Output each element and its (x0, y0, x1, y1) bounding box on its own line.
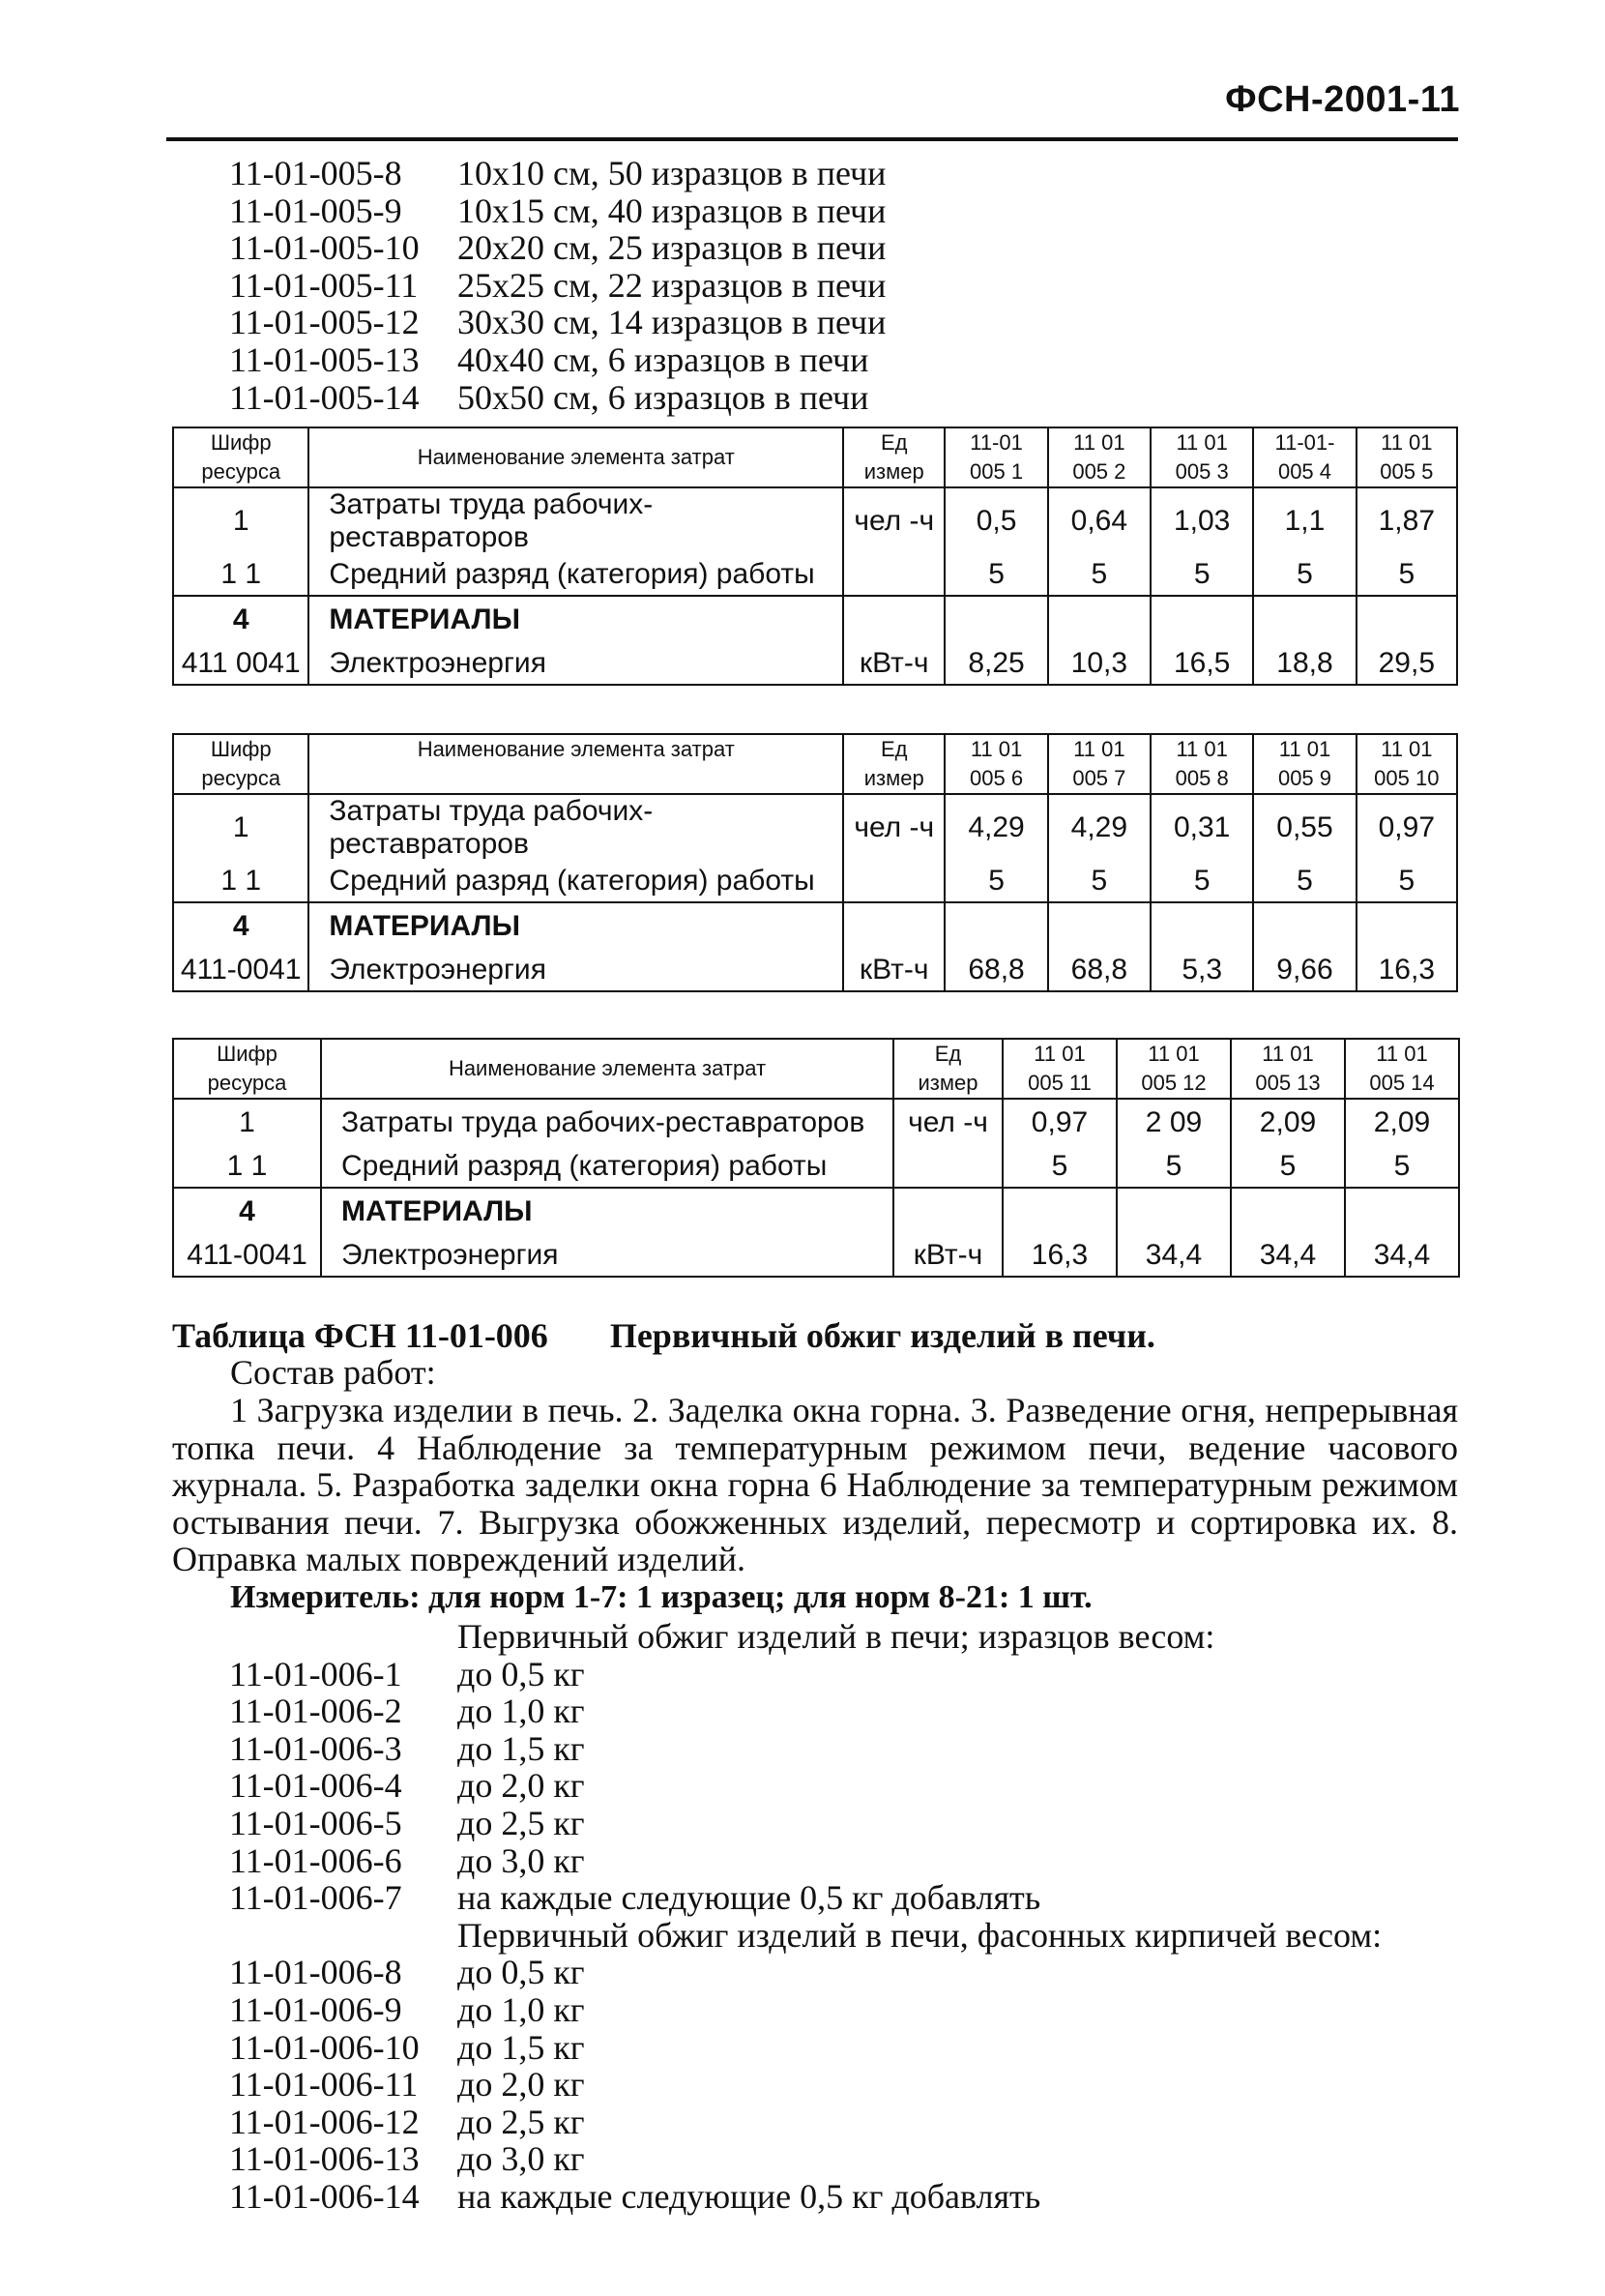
list-item (229, 1730, 1382, 1768)
norm-code: 11-01-006-7 (229, 1878, 402, 1918)
cell-value: 5 (945, 554, 1047, 596)
norm-description: 50х50 см, 6 изразцов в печи (457, 377, 869, 417)
norm-description: до 3,0 кг (457, 1840, 585, 1880)
norm-description: до 0,5 кг (457, 1953, 585, 1992)
cell-unit: кВт-ч (843, 643, 945, 685)
list-item (229, 1879, 1382, 1917)
norm-description: до 2,5 кг (457, 2102, 585, 2141)
cell-name: Электроэнергия (308, 950, 843, 991)
cell-code: 1 1 (173, 861, 308, 902)
cell-value (945, 902, 1047, 950)
table-row (173, 902, 1457, 950)
cell-value: 0,55 (1253, 794, 1356, 861)
column-header-norm: 11 01 005 11 (1003, 1039, 1117, 1099)
cell-value: 5 (1048, 554, 1151, 596)
list-item (229, 229, 886, 267)
list-item (229, 1656, 1382, 1693)
table-row (173, 950, 1457, 991)
cell-value: 5 (1253, 554, 1356, 596)
cell-unit (843, 596, 945, 643)
norm-code: 11-01-006-11 (229, 2065, 419, 2105)
document-code: ФСН-2001-11 (1225, 79, 1460, 120)
norm-description: до 1,0 кг (457, 1989, 585, 2029)
norm-table-1 (172, 427, 1458, 686)
cell-value: 0,31 (1151, 794, 1253, 861)
cell-value: 8,25 (945, 643, 1047, 685)
column-header-name: Наименование элемента затрат (321, 1039, 893, 1099)
norm-code: 11-01-005-10 (229, 228, 420, 268)
measure-line: Измеритель: для норм 1-7: 1 изразец; для норм 8-21: 1 шт. (230, 1579, 1093, 1615)
norm-code: 11-01-006-5 (229, 1803, 402, 1842)
norm-code: 11-01-005-8 (229, 154, 402, 192)
norm-description: 20х20 см, 25 изразцов в печи (457, 228, 887, 268)
cell-value: 4,29 (945, 794, 1047, 861)
norm-code: 11-01-006-12 (229, 2102, 420, 2141)
cell-value: 16,3 (1357, 950, 1457, 991)
cell-value: 34,4 (1117, 1235, 1231, 1277)
norm-code: 11-01-006-3 (229, 1728, 402, 1768)
column-header-norm: 11 01 005 2 (1048, 427, 1151, 487)
cell-name: МАТЕРИАЛЫ (308, 596, 843, 643)
cell-value: 5 (1151, 554, 1253, 596)
norm-table-3 (172, 1038, 1460, 1278)
table-header-row (173, 734, 1457, 794)
norm-code: 11-01-006-2 (229, 1692, 402, 1731)
cell-value: 5 (1253, 861, 1356, 902)
cell-code: 4 (173, 596, 308, 643)
cell-name: Средний разряд (категория) работы (308, 861, 843, 902)
cell-value (1345, 1188, 1459, 1235)
cell-value: 5 (1117, 1146, 1231, 1188)
cell-value: 5 (1231, 1146, 1345, 1188)
cell-value: 5 (1357, 861, 1457, 902)
norm-description: до 1,5 кг (457, 2027, 585, 2067)
cell-value (1003, 1188, 1117, 1235)
cell-code: 1 1 (173, 554, 308, 596)
cell-value: 5 (1048, 861, 1151, 902)
cell-code: 1 (173, 794, 308, 861)
column-header-norm: 11 01 005 3 (1151, 427, 1253, 487)
norm-code: 11-01-005-11 (229, 265, 419, 305)
table-row (173, 596, 1457, 643)
cell-value: 0,97 (1357, 794, 1457, 861)
group-caption: Первичный обжиг изделий в печи; изразцов весом: (457, 1617, 1215, 1656)
section-title (172, 1315, 1155, 1356)
norm-code: 11-01-006-6 (229, 1840, 402, 1880)
norm-description: на каждые следующие 0,5 кг добавлять (457, 1878, 1041, 1918)
column-header-norm: 11 01 005 8 (1151, 734, 1253, 794)
list-item (229, 2029, 1382, 2067)
list-item (229, 2066, 1382, 2104)
cell-value (1357, 902, 1457, 950)
column-header-norm: 11 01 005 6 (945, 734, 1047, 794)
cell-value: 10,3 (1048, 643, 1151, 685)
cell-name: Электроэнергия (308, 643, 843, 685)
list-item (229, 1805, 1382, 1842)
norm-description: 10х15 см, 40 изразцов в печи (457, 191, 887, 230)
table-header-row (173, 1039, 1459, 1099)
cell-value: 2,09 (1231, 1099, 1345, 1146)
cell-value (1357, 596, 1457, 643)
column-header-code: Шифр ресурса (173, 1039, 321, 1099)
cell-unit: кВт-ч (843, 950, 945, 991)
column-header-norm: 11 01 005 9 (1253, 734, 1356, 794)
list-item (229, 2140, 1382, 2178)
cell-value: 4,29 (1048, 794, 1151, 861)
list-item (229, 155, 886, 192)
cell-unit (843, 861, 945, 902)
cell-unit (843, 902, 945, 950)
norm-table-2 (172, 733, 1458, 992)
cell-value: 34,4 (1345, 1235, 1459, 1277)
column-header-norm: 11 01 005 14 (1345, 1039, 1459, 1099)
column-header-norm: 11 01 005 13 (1231, 1039, 1345, 1099)
table-row (173, 861, 1457, 902)
cell-value: 5 (1357, 554, 1457, 596)
cell-value: 9,66 (1253, 950, 1356, 991)
cell-value: 68,8 (945, 950, 1047, 991)
norm-description: до 1,0 кг (457, 1692, 585, 1731)
cell-name: Электроэнергия (321, 1235, 893, 1277)
cell-value: 2,09 (1345, 1099, 1459, 1146)
cell-value: 5 (945, 861, 1047, 902)
list-item (229, 267, 886, 305)
cell-value: 1,1 (1253, 487, 1356, 554)
composition-text: 1 Загрузка изделии в печь. 2. Заделка окна горна. 3. Разведение огня, непрерывная топка печи. 4 Наблюдение за температурным режимом печи, ведение часового журнала. 5. Разработка заделки окна горна 6 Наблюдение за температурным режимом остывания печи. 7. Выгрузка обожженных изделий, пересмотр и сортировка их. 8. Оправка малых повреждений изделий. (172, 1391, 1458, 1579)
cell-value (945, 596, 1047, 643)
column-header-unit: Ед измер (893, 1039, 1003, 1099)
cell-name: Затраты труда рабочих-реставраторов (308, 794, 843, 861)
norm-code: 11-01-005-13 (229, 339, 420, 379)
cell-value (1231, 1188, 1345, 1235)
cell-value (1151, 902, 1253, 950)
norm-code: 11-01-006-14 (229, 2176, 420, 2216)
norm-code: 11-01-006-1 (229, 1654, 402, 1693)
cell-name: Средний разряд (категория) работы (321, 1146, 893, 1188)
list-item (229, 379, 886, 417)
cell-name: МАТЕРИАЛЫ (321, 1188, 893, 1235)
column-header-norm: 11-01- 005 4 (1253, 427, 1356, 487)
column-header-norm: 11 01 005 10 (1357, 734, 1457, 794)
table-row (173, 643, 1457, 685)
norm-description: до 2,0 кг (457, 1766, 585, 1806)
cell-value (1151, 596, 1253, 643)
norm-code: 11-01-005-9 (229, 191, 402, 230)
cell-code: 1 (173, 487, 308, 554)
list-item (229, 1954, 1382, 1991)
column-header-unit: Ед измер (843, 734, 945, 794)
table-row (173, 1235, 1459, 1277)
column-header-norm: 11 01 005 12 (1117, 1039, 1231, 1099)
list-item (229, 1693, 1382, 1730)
composition-label: Состав работ: (230, 1353, 436, 1392)
list-item (229, 304, 886, 341)
cell-value (1048, 902, 1151, 950)
list-item (229, 1842, 1382, 1880)
column-header-code: Шифр ресурса (173, 734, 308, 794)
table-row (173, 554, 1457, 596)
cell-unit (893, 1188, 1003, 1235)
group-caption: Первичный обжиг изделий в печи, фасонных кирпичей весом: (457, 1915, 1383, 1955)
cell-value: 0,64 (1048, 487, 1151, 554)
table-row (173, 1099, 1459, 1146)
cell-value: 5 (1345, 1146, 1459, 1188)
cell-value: 29,5 (1357, 643, 1457, 685)
norm-description: до 3,0 кг (457, 2139, 585, 2179)
cell-code: 1 (173, 1099, 321, 1146)
column-header-norm: 11 01 005 7 (1048, 734, 1151, 794)
norm-description: до 0,5 кг (457, 1654, 585, 1693)
section-label: Таблица ФСН 11-01-006 (172, 1316, 548, 1355)
cell-value: 0,5 (945, 487, 1047, 554)
column-header-name: Наименование элемента затрат (308, 734, 843, 794)
table-row (173, 1146, 1459, 1188)
column-header-norm: 11-01 005 1 (945, 427, 1047, 487)
cell-unit: кВт-ч (893, 1235, 1003, 1277)
cell-unit: чел -ч (843, 487, 945, 554)
cell-unit (893, 1146, 1003, 1188)
cell-value (1253, 902, 1356, 950)
group1-list (229, 1618, 1382, 2216)
top-code-list (229, 155, 886, 416)
norm-code: 11-01-005-12 (229, 303, 420, 342)
norm-description: 10х10 см, 50 изразцов в печи (457, 154, 887, 192)
table-row (173, 794, 1457, 861)
cell-value: 2 09 (1117, 1099, 1231, 1146)
norm-code: 11-01-006-4 (229, 1766, 402, 1806)
cell-value: 34,4 (1231, 1235, 1345, 1277)
column-header-norm: 11 01 005 5 (1357, 427, 1457, 487)
header-rule (166, 137, 1458, 141)
cell-value: 5 (1151, 861, 1253, 902)
table-row (173, 1188, 1459, 1235)
table-row (173, 487, 1457, 554)
list-item (229, 192, 886, 230)
cell-value: 5 (1003, 1146, 1117, 1188)
cell-name: МАТЕРИАЛЫ (308, 902, 843, 950)
list-item (229, 341, 886, 379)
norm-description: 30х30 см, 14 изразцов в печи (457, 303, 887, 342)
norm-description: 25х25 см, 22 изразцов в печи (457, 265, 887, 305)
norm-description: до 2,0 кг (457, 2065, 585, 2105)
norm-description: до 1,5 кг (457, 1728, 585, 1768)
cell-value: 16,3 (1003, 1235, 1117, 1277)
cell-value: 18,8 (1253, 643, 1356, 685)
norm-code: 11-01-006-9 (229, 1989, 402, 2029)
norm-description: 40х40 см, 6 изразцов в печи (457, 339, 869, 379)
norm-code: 11-01-006-10 (229, 2027, 420, 2067)
cell-code: 4 (173, 1188, 321, 1235)
cell-code: 411-0041 (173, 1235, 321, 1277)
cell-code: 411-0041 (173, 950, 308, 991)
cell-code: 4 (173, 902, 308, 950)
list-item (229, 2178, 1382, 2216)
cell-value (1048, 596, 1151, 643)
column-header-unit: Ед измер (843, 427, 945, 487)
cell-unit (843, 554, 945, 596)
cell-value: 0,97 (1003, 1099, 1117, 1146)
cell-value: 68,8 (1048, 950, 1151, 991)
list-item (229, 1767, 1382, 1805)
norm-description: на каждые следующие 0,5 кг добавлять (457, 2176, 1041, 2216)
cell-name: Затраты труда рабочих-реставраторов (321, 1099, 893, 1146)
section-name: Первичный обжиг изделий в печи. (609, 1316, 1155, 1355)
cell-value: 16,5 (1151, 643, 1253, 685)
cell-value: 1,03 (1151, 487, 1253, 554)
column-header-name: Наименование элемента затрат (308, 427, 843, 487)
norm-code: 11-01-006-8 (229, 1953, 402, 1992)
cell-unit: чел -ч (893, 1099, 1003, 1146)
cell-value: 5,3 (1151, 950, 1253, 991)
cell-name: Средний разряд (категория) работы (308, 554, 843, 596)
cell-code: 411 0041 (173, 643, 308, 685)
cell-unit: чел -ч (843, 794, 945, 861)
cell-value (1253, 596, 1356, 643)
cell-name: Затраты труда рабочих-реставраторов (308, 487, 843, 554)
list-item (229, 2104, 1382, 2141)
cell-value: 1,87 (1357, 487, 1457, 554)
table-header-row (173, 427, 1457, 487)
norm-code: 11-01-005-14 (229, 377, 420, 417)
cell-value (1117, 1188, 1231, 1235)
list-item (229, 1991, 1382, 2029)
norm-code: 11-01-006-13 (229, 2139, 420, 2179)
norm-description: до 2,5 кг (457, 1803, 585, 1842)
cell-code: 1 1 (173, 1146, 321, 1188)
column-header-code: Шифр ресурса (173, 427, 308, 487)
